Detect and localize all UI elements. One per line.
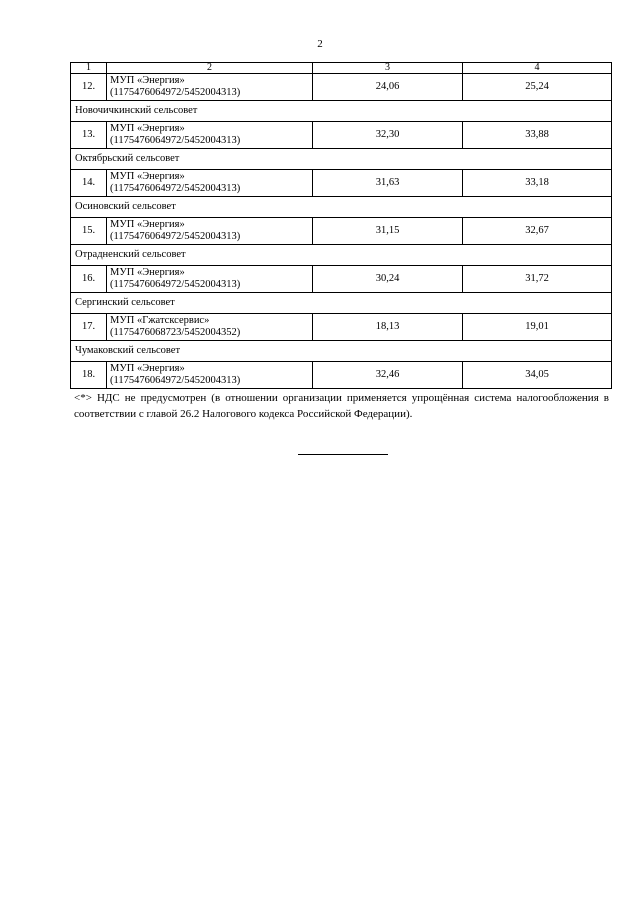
tariff-value-col3: 31,63 bbox=[313, 170, 463, 197]
organization-codes: (1175476064972/5452004313) bbox=[110, 135, 241, 146]
page-number: 2 bbox=[317, 38, 323, 50]
tariff-value-col4: 25,24 bbox=[463, 74, 612, 101]
tariff-value-col4: 34,05 bbox=[463, 362, 612, 389]
table-row bbox=[71, 170, 612, 197]
section-label: Октябрьский сельсовет bbox=[71, 149, 612, 170]
organization-cell bbox=[107, 74, 313, 101]
organization-cell bbox=[107, 170, 313, 197]
table-row bbox=[71, 218, 612, 245]
row-number: 16. bbox=[71, 266, 107, 293]
organization-codes: (1175476064972/5452004313) bbox=[110, 279, 241, 290]
organization-codes: (1175476064972/5452004313) bbox=[110, 231, 241, 242]
organization-cell bbox=[107, 362, 313, 389]
column-header: 3 bbox=[313, 63, 463, 74]
column-header: 1 bbox=[71, 63, 107, 74]
tariff-value-col4: 31,72 bbox=[463, 266, 612, 293]
organization-codes: (1175476064972/5452004313) bbox=[110, 87, 241, 98]
table-row bbox=[71, 74, 612, 101]
table-row bbox=[71, 122, 612, 149]
section-row bbox=[71, 101, 612, 122]
tariff-value-col4: 33,88 bbox=[463, 122, 612, 149]
row-number: 12. bbox=[71, 74, 107, 101]
row-number: 18. bbox=[71, 362, 107, 389]
tariff-value-col3: 32,46 bbox=[313, 362, 463, 389]
section-row bbox=[71, 293, 612, 314]
tariff-value-col3: 18,13 bbox=[313, 314, 463, 341]
end-divider bbox=[298, 454, 388, 455]
tariff-table bbox=[70, 62, 612, 389]
section-row bbox=[71, 149, 612, 170]
organization-name: МУП «Энергия» bbox=[110, 267, 185, 278]
organization-name: МУП «Энергия» bbox=[110, 123, 185, 134]
organization-name: МУП «Энергия» bbox=[110, 75, 185, 86]
section-label: Сергинский сельсовет bbox=[71, 293, 612, 314]
table-row bbox=[71, 362, 612, 389]
section-label: Чумаковский сельсовет bbox=[71, 341, 612, 362]
organization-name: МУП «Энергия» bbox=[110, 219, 185, 230]
section-label: Новочичкинский сельсовет bbox=[71, 101, 612, 122]
tariff-value-col4: 32,67 bbox=[463, 218, 612, 245]
table-header-row bbox=[71, 63, 612, 74]
organization-codes: (1175476068723/5452004352) bbox=[110, 327, 241, 338]
tariff-value-col4: 33,18 bbox=[463, 170, 612, 197]
column-header: 4 bbox=[463, 63, 612, 74]
tariff-value-col3: 24,06 bbox=[313, 74, 463, 101]
section-label: Отрадненский сельсовет bbox=[71, 245, 612, 266]
organization-cell bbox=[107, 266, 313, 293]
footnote: <*> НДС не предусмотрен (в отношении организации применяется упрощённая система налогообложения в соответствии с главой 26.2 Налогового кодекса Российской Федерации). bbox=[74, 392, 609, 420]
organization-codes: (1175476064972/5452004313) bbox=[110, 375, 241, 386]
row-number: 14. bbox=[71, 170, 107, 197]
row-number: 17. bbox=[71, 314, 107, 341]
row-number: 15. bbox=[71, 218, 107, 245]
tariff-value-col3: 32,30 bbox=[313, 122, 463, 149]
organization-name: МУП «Гжатсксервис» bbox=[110, 315, 210, 326]
organization-name: МУП «Энергия» bbox=[110, 171, 185, 182]
section-row bbox=[71, 245, 612, 266]
tariff-table-body bbox=[71, 63, 612, 389]
tariff-value-col3: 31,15 bbox=[313, 218, 463, 245]
section-row bbox=[71, 341, 612, 362]
organization-codes: (1175476064972/5452004313) bbox=[110, 183, 241, 194]
section-row bbox=[71, 197, 612, 218]
section-label: Осиновский сельсовет bbox=[71, 197, 612, 218]
tariff-value-col3: 30,24 bbox=[313, 266, 463, 293]
organization-cell bbox=[107, 122, 313, 149]
organization-cell bbox=[107, 218, 313, 245]
row-number: 13. bbox=[71, 122, 107, 149]
table-row bbox=[71, 266, 612, 293]
organization-name: МУП «Энергия» bbox=[110, 363, 185, 374]
table-row bbox=[71, 314, 612, 341]
tariff-value-col4: 19,01 bbox=[463, 314, 612, 341]
organization-cell bbox=[107, 314, 313, 341]
column-header: 2 bbox=[107, 63, 313, 74]
